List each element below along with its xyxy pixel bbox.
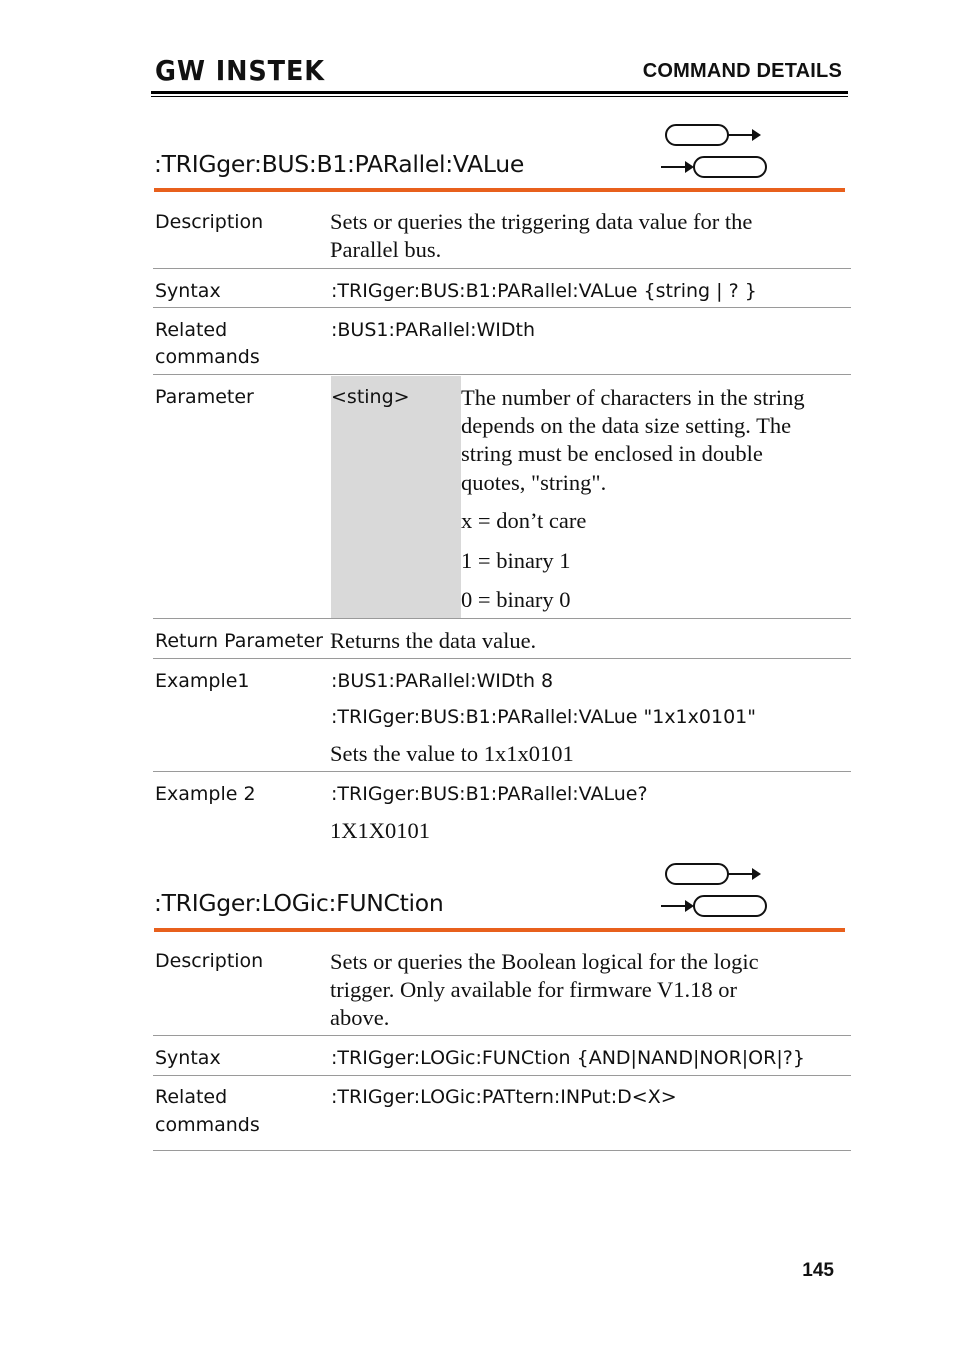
row-divider: [153, 374, 851, 375]
related-label: commands: [155, 346, 260, 368]
example1-note: Sets the value to 1x1x0101: [330, 741, 574, 766]
set-query-icon: [658, 861, 768, 917]
row-divider: [153, 307, 851, 308]
set-query-icon: [658, 122, 768, 178]
example2-response: 1X1X0101: [330, 818, 430, 843]
row-divider: [153, 1035, 851, 1036]
description-label: Description: [155, 211, 264, 233]
command-title: :TRIGger:BUS:B1:PARallel:VALue: [154, 150, 525, 178]
syntax-value: :TRIGger:BUS:B1:PARallel:VALue {string | ? }: [331, 280, 757, 302]
description-label: Description: [155, 950, 264, 972]
description-line: Parallel bus.: [330, 237, 442, 262]
parameter-description-line: The number of characters in the string: [461, 385, 805, 410]
title-underline: [154, 188, 845, 192]
example1-command: :TRIGger:BUS:B1:PARallel:VALue "1x1x0101": [331, 706, 756, 728]
row-divider: [153, 618, 851, 619]
parameter-description-line: quotes, "string".: [461, 470, 607, 495]
related-label: Related: [155, 1086, 228, 1108]
parameter-value: x = don’t care: [461, 508, 587, 533]
example1-command: :BUS1:PARallel:WIDth 8: [331, 670, 554, 692]
parameter-label: Parameter: [155, 386, 254, 408]
parameter-value: 0 = binary 0: [461, 587, 571, 612]
command-title: :TRIGger:LOGic:FUNCtion: [154, 889, 444, 917]
header-divider-thin: [151, 96, 848, 97]
related-label: Related: [155, 319, 228, 341]
syntax-value: :TRIGger:LOGic:FUNCtion {AND|NAND|NOR|OR|?}: [331, 1047, 805, 1069]
parameter-description-line: depends on the data size setting. The: [461, 413, 792, 438]
row-divider: [153, 1150, 851, 1151]
return-parameter-label: Return Parameter: [155, 630, 323, 652]
description-line: Sets or queries the Boolean logical for the logic: [330, 949, 759, 974]
row-divider: [153, 268, 851, 269]
related-command: :BUS1:PARallel:WIDth: [331, 319, 535, 341]
parameter-name-cell: [331, 376, 461, 618]
description-line: Sets or queries the triggering data value for the: [330, 209, 753, 234]
section-title: COMMAND DETAILS: [642, 60, 842, 82]
syntax-label: Syntax: [155, 280, 221, 302]
example2-label: Example 2: [155, 783, 256, 805]
description-line: above.: [330, 1005, 390, 1030]
row-divider: [153, 1075, 851, 1076]
row-divider: [153, 658, 851, 659]
related-command: :TRIGger:LOGic:PATtern:INPut:D<X>: [331, 1086, 677, 1108]
example2-command: :TRIGger:BUS:B1:PARallel:VALue?: [331, 783, 648, 805]
example1-label: Example1: [155, 670, 250, 692]
svg-text:GW INSTEK: GW INSTEK: [155, 54, 326, 84]
return-parameter-value: Returns the data value.: [330, 628, 537, 653]
parameter-value: 1 = binary 1: [461, 548, 571, 573]
header-divider: [151, 91, 848, 94]
syntax-label: Syntax: [155, 1047, 221, 1069]
description-line: trigger. Only available for firmware V1.18 or: [330, 977, 737, 1002]
title-underline: [154, 928, 845, 932]
related-label: commands: [155, 1114, 260, 1136]
parameter-name: <sting>: [331, 386, 410, 408]
row-divider: [153, 771, 851, 772]
gw-instek-logo: [155, 54, 327, 84]
parameter-description-line: string must be enclosed in double: [461, 441, 763, 466]
page-number: 145: [802, 1260, 834, 1281]
